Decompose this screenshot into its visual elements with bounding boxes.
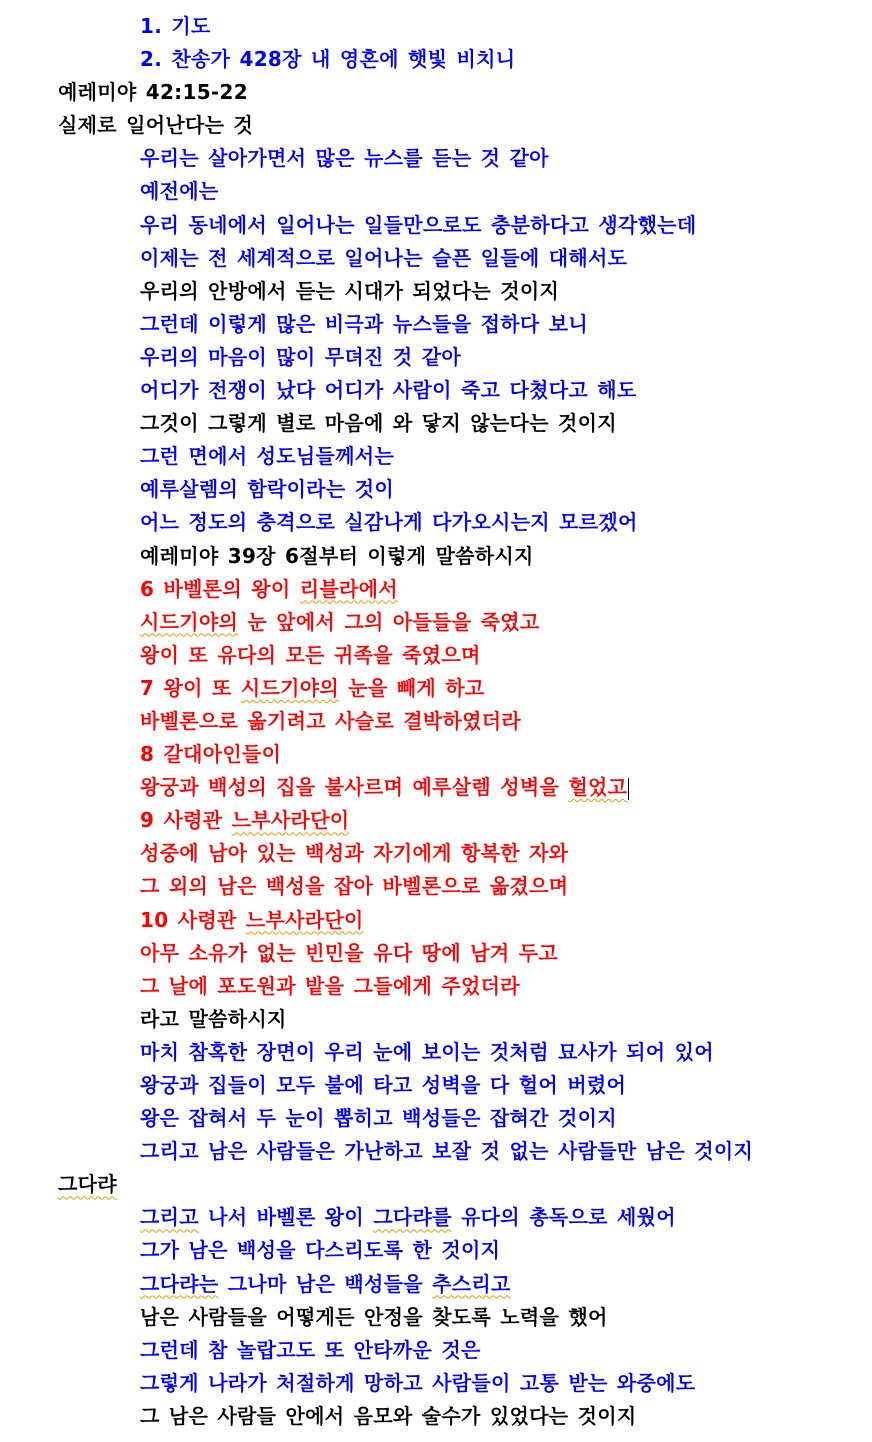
text-line (0, 275, 872, 308)
text-line (0, 904, 872, 937)
line-text: 그 날에 포도원과 밭을 그들에게 주었더라 (140, 973, 520, 998)
line-text: 실제로 일어난다는 것 (58, 113, 254, 138)
text-line (0, 738, 872, 771)
text-line (0, 1135, 872, 1168)
line-text: 그런데 이렇게 많은 비극과 뉴스들을 접하다 보니 (140, 311, 588, 336)
text-line (0, 771, 872, 804)
section-heading (0, 76, 872, 109)
line-text: 그 남은 사람들 안에서 음모와 술수가 있었다는 것이지 (140, 1403, 637, 1428)
text-line (0, 1301, 872, 1334)
text-line (0, 837, 872, 870)
text-line (0, 1069, 872, 1102)
line-text: 왕은 잡혀서 두 눈이 뽑히고 백성들은 잡혀간 것이지 (140, 1106, 617, 1131)
line-text: 예레미야 42:15-22 (58, 80, 248, 105)
document-body[interactable] (0, 10, 872, 1433)
text-line (0, 341, 872, 374)
line-text: 이제는 전 세계적으로 일어나는 슬픈 일들에 대해서도 (140, 245, 628, 270)
line-text: 예전에는 (140, 179, 219, 204)
line-text: 마치 참혹한 장면이 우리 눈에 보이는 것처럼 묘사가 되어 있어 (140, 1039, 714, 1064)
text-line (0, 1036, 872, 1069)
line-text: 9 사령관 느부사라단이 (140, 808, 350, 833)
text-line (0, 10, 872, 43)
line-text: 왕이 또 유다의 모든 귀족을 죽였으며 (140, 642, 481, 667)
text-line (0, 407, 872, 440)
text-line (0, 573, 872, 606)
line-text: 우리는 살아가면서 많은 뉴스를 듣는 것 같아 (140, 146, 549, 171)
text-line (0, 672, 872, 705)
section-heading (0, 1168, 872, 1201)
text-line (0, 1367, 872, 1400)
text-line (0, 242, 872, 275)
line-text: 10 사령관 느부사라단이 (140, 907, 364, 932)
text-line (0, 506, 872, 539)
line-text: 그것이 그렇게 별로 마음에 와 닿지 않는다는 것이지 (140, 411, 617, 436)
text-line (0, 540, 872, 573)
text-line (0, 175, 872, 208)
line-text: 아무 소유가 없는 빈민을 유다 땅에 남겨 두고 (140, 940, 558, 965)
text-line (0, 804, 872, 837)
text-line (0, 43, 872, 76)
line-text: 우리의 안방에서 듣는 시대가 되었다는 것이지 (140, 278, 560, 303)
text-line (0, 606, 872, 639)
line-text: 7 왕이 또 시드기야의 눈을 빼게 하고 (140, 675, 485, 700)
line-text: 그다랴 (58, 1172, 117, 1197)
line-text: 라고 말씀하시지 (140, 1006, 287, 1031)
line-text: 왕궁과 집들이 모두 불에 타고 성벽을 다 헐어 버렸어 (140, 1073, 627, 1097)
line-text: 그 외의 남은 백성을 잡아 바벨론으로 옮겼으며 (140, 874, 569, 899)
text-cursor (628, 778, 629, 800)
line-text: 왕궁과 백성의 집을 불사르며 예루살렘 성벽을 헐었고 (140, 775, 628, 800)
line-text: 그리고 남은 사람들은 가난하고 보잘 것 없는 사람들만 남은 것이지 (140, 1139, 754, 1164)
line-text: 예레미야 39장 6절부터 이렇게 말씀하시지 (140, 543, 534, 568)
text-line (0, 937, 872, 970)
line-text: 예루살렘의 함락이라는 것이 (140, 477, 394, 502)
line-text: 8 갈대아인들이 (140, 742, 282, 767)
line-text: 그다랴는 그나마 남은 백성들을 추스리고 (140, 1271, 511, 1296)
line-text: 그리고 나서 바벨론 왕이 그다랴를 유다의 총독으로 세웠어 (140, 1205, 676, 1230)
line-text: 시드기야의 눈 앞에서 그의 아들들을 죽였고 (140, 609, 540, 634)
text-line (0, 1102, 872, 1135)
line-text: 그런데 참 놀랍고도 또 안타까운 것은 (140, 1337, 481, 1362)
line-text: 우리 동네에서 일어나는 일들만으로도 충분하다고 생각했는데 (140, 212, 697, 237)
text-line (0, 970, 872, 1003)
line-text: 그렇게 나라가 처절하게 망하고 사람들이 고통 받는 와중에도 (140, 1370, 696, 1395)
text-line (0, 308, 872, 341)
text-line (0, 1400, 872, 1433)
text-line (0, 374, 872, 407)
line-text: 그가 남은 백성을 다스리도록 한 것이지 (140, 1238, 501, 1263)
text-line (0, 705, 872, 738)
line-text: 우리의 마음이 많이 무뎌진 것 같아 (140, 344, 461, 369)
text-line (0, 1234, 872, 1267)
text-line (0, 1201, 872, 1234)
line-text: 그런 면에서 성도님들께서는 (140, 444, 394, 469)
text-line (0, 209, 872, 242)
line-text: 바벨론으로 옮기려고 사슬로 결박하였더라 (140, 708, 521, 733)
text-line (0, 1268, 872, 1301)
section-heading (0, 109, 872, 142)
text-line (0, 440, 872, 473)
line-text: 어느 정도의 충격으로 실감나게 다가오시는지 모르겠어 (140, 510, 638, 535)
line-text: 1. 기도 (140, 14, 211, 38)
line-text: 6 바벨론의 왕이 리블라에서 (140, 576, 398, 601)
line-text: 남은 사람들을 어떻게든 안정을 찾도록 노력을 했어 (140, 1304, 608, 1329)
text-line (0, 473, 872, 506)
line-text: 성중에 남아 있는 백성과 자기에게 항복한 자와 (140, 841, 569, 866)
text-line (0, 1334, 872, 1367)
line-text: 2. 찬송가 428장 내 영혼에 햇빛 비치니 (140, 47, 516, 72)
text-line (0, 142, 872, 175)
text-line (0, 870, 872, 903)
text-line (0, 1003, 872, 1036)
line-text: 어디가 전쟁이 났다 어디가 사람이 죽고 다쳤다고 해도 (140, 378, 637, 403)
text-line (0, 639, 872, 672)
